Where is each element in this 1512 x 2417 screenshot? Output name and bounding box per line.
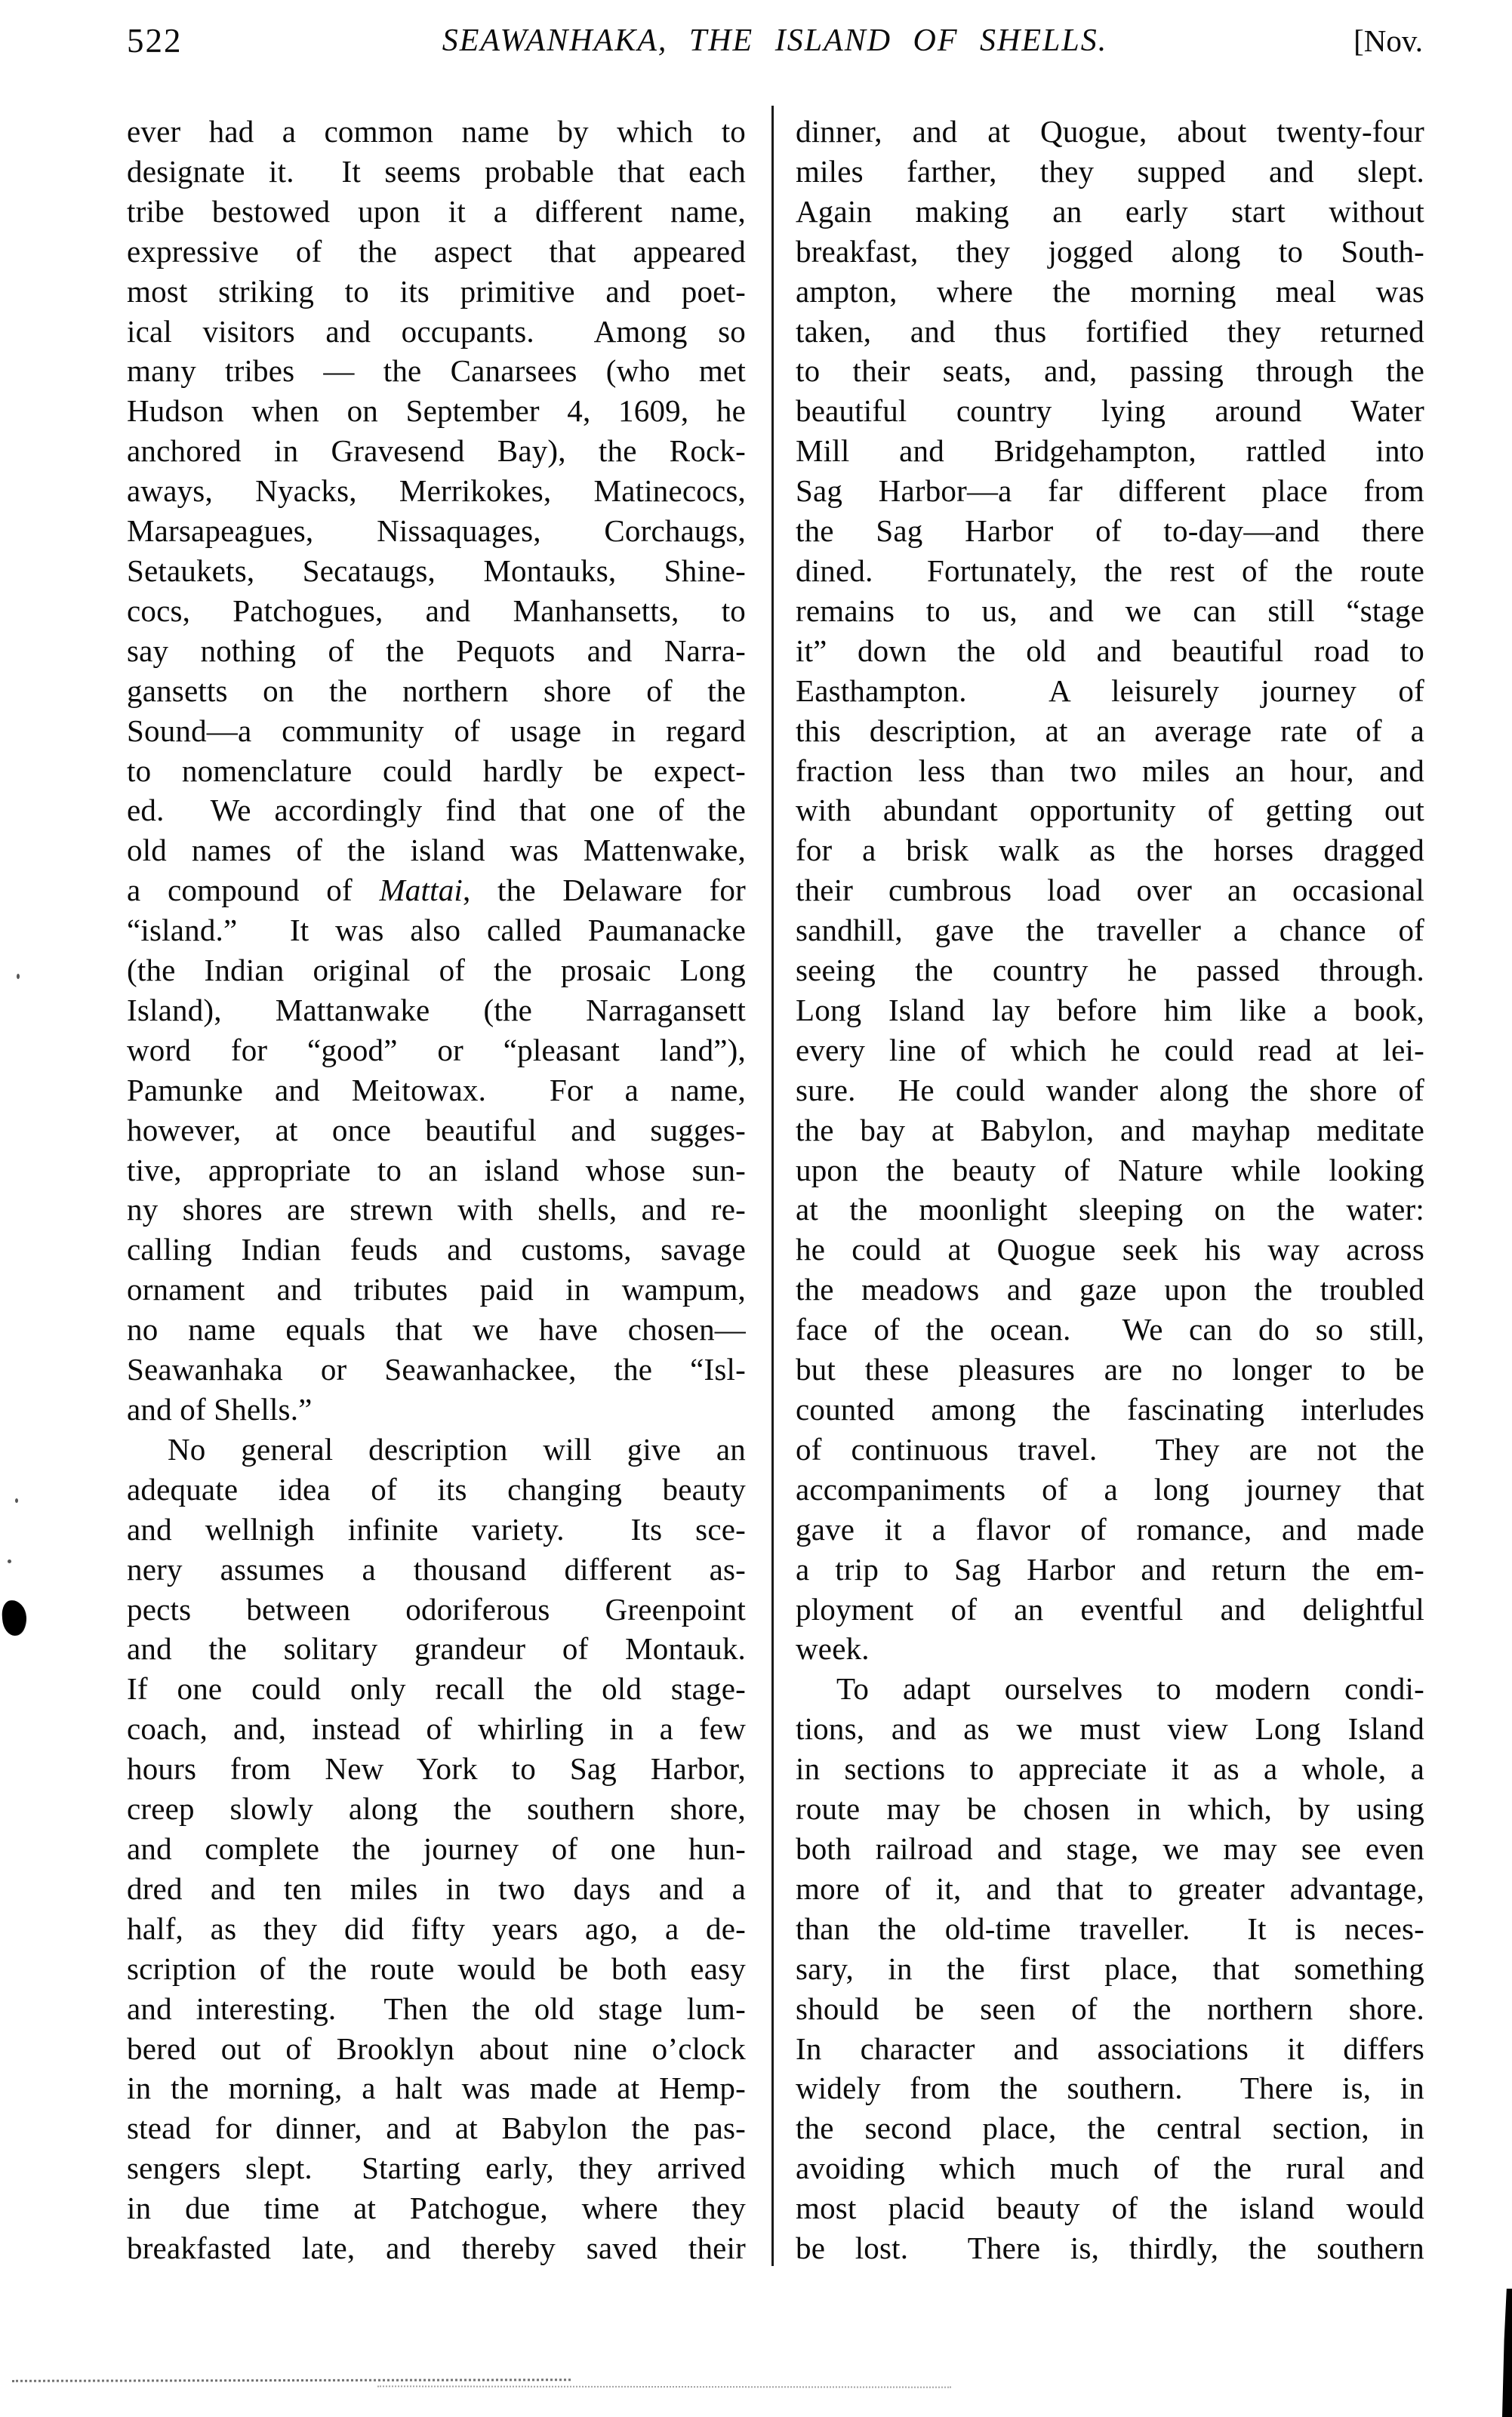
page-edge-shadow xyxy=(1502,2289,1512,2417)
text-line: scription of the route would be both easy xyxy=(127,1951,746,1986)
text-line: Pamunke and Meitowax. For a name, xyxy=(127,1072,746,1107)
scan-noise-line xyxy=(377,2385,951,2388)
text-line: say nothing of the Pequots and Narra- xyxy=(127,633,746,668)
text-line: with abundant opportunity of getting out xyxy=(796,793,1424,828)
text-line: dined. Fortunately, the rest of the route xyxy=(796,553,1424,588)
page-number: 522 xyxy=(127,22,183,60)
text-line: creep slowly along the southern shore, xyxy=(127,1791,746,1827)
scan-noise-line xyxy=(12,2379,571,2382)
text-line: (the Indian original of the prosaic Long xyxy=(127,953,746,988)
text-line: old names of the island was Mattenwake, xyxy=(127,833,746,868)
text-line: Setaukets, Secataugs, Montauks, Shine- xyxy=(127,553,746,588)
text-line: tive, appropriate to an island whose sun- xyxy=(127,1152,746,1187)
text-line: every line of which he could read at lei- xyxy=(796,1032,1424,1067)
text-line: but these pleasures are no longer to be xyxy=(796,1352,1424,1387)
text-line: Seawanhaka or Seawanhackee, the “Isl- xyxy=(127,1352,746,1387)
text-line: many tribes — the Canarsees (who met xyxy=(127,353,746,389)
text-line: bered out of Brooklyn about nine o’clock xyxy=(127,2031,746,2066)
text-line: To adapt ourselves to modern condi- xyxy=(836,1671,1424,1707)
text-line: of continuous travel. They are not the xyxy=(796,1431,1424,1467)
text-line: nery assumes a thousand different as- xyxy=(127,1551,746,1587)
text-line: and of Shells.” xyxy=(127,1392,313,1427)
text-line: Island), Mattanwake (the Narragansett xyxy=(127,992,746,1027)
text-line: pects between odoriferous Greenpoint xyxy=(127,1591,746,1627)
text-line: If one could only recall the old stage- xyxy=(127,1671,746,1707)
scan-speck xyxy=(8,1560,11,1563)
left-text-column xyxy=(127,112,746,2268)
text-line: Sound—a community of usage in regard xyxy=(127,713,746,748)
issue-month: [Nov. xyxy=(1353,23,1423,58)
text-line: and interesting. Then the old stage lum- xyxy=(127,1991,746,2026)
text-line: tribe bestowed upon it a different name, xyxy=(127,193,746,229)
text-line: No general description will give an xyxy=(168,1431,746,1467)
text-line: upon the beauty of Nature while looking xyxy=(796,1152,1424,1187)
text-line: and the solitary grandeur of Montauk. xyxy=(127,1631,746,1667)
text-line: beautiful country lying around Water xyxy=(796,393,1424,429)
text-line: sandhill, gave the traveller a chance of xyxy=(796,913,1424,948)
text-line: should be seen of the northern shore. xyxy=(796,1991,1424,2026)
text-line: than the old-time traveller. It is neces- xyxy=(796,1911,1424,1946)
text-line: this description, at an average rate of a xyxy=(796,713,1424,748)
text-line: the second place, the central section, in xyxy=(796,2111,1424,2146)
text-line: ed. We accordingly find that one of the xyxy=(127,793,746,828)
text-line: their cumbrous load over an occasional xyxy=(796,873,1424,908)
text-line: Hudson when on September 4, 1609, he xyxy=(127,393,746,429)
text-line: breakfasted late, and thereby saved their xyxy=(127,2231,746,2266)
text-line: ever had a common name by which to xyxy=(127,114,746,149)
text-line: Sag Harbor—a far different place from xyxy=(796,473,1424,509)
text-line: route may be chosen in which, by using xyxy=(796,1791,1424,1827)
text-line: fraction less than two miles an hour, and xyxy=(796,753,1424,788)
text-line: more of it, and that to greater advantage, xyxy=(796,1870,1424,1906)
text-line: in due time at Patchogue, where they xyxy=(127,2191,746,2226)
text-line: In character and associations it differs xyxy=(796,2031,1424,2066)
text-line: gave it a flavor of romance, and made xyxy=(796,1511,1424,1547)
text-line: ny shores are strewn with shells, and re- xyxy=(127,1192,746,1227)
text-line: to their seats, and, passing through the xyxy=(796,353,1424,389)
text-line: widely from the southern. There is, in xyxy=(796,2071,1424,2106)
text-line: dinner, and at Quogue, about twenty-four xyxy=(796,114,1424,149)
text-line: ampton, where the morning meal was xyxy=(796,273,1424,309)
text-line: face of the ocean. We can do so still, xyxy=(796,1312,1424,1347)
text-line: adequate idea of its changing beauty xyxy=(127,1471,746,1507)
text-line: half, as they did fifty years ago, a de- xyxy=(127,1911,746,1946)
text-line: anchored in Gravesend Bay), the Rock- xyxy=(127,433,746,469)
text-line: sengers slept. Starting early, they arrived xyxy=(127,2151,746,2186)
right-text-column xyxy=(796,112,1424,2268)
text-line: designate it. It seems probable that each xyxy=(127,153,746,189)
scan-speck xyxy=(17,974,20,979)
text-line: most placid beauty of the island would xyxy=(796,2191,1424,2226)
text-line: a compound of Mattai, the Delaware for xyxy=(127,873,746,908)
text-line: sary, in the first place, that something xyxy=(796,1951,1424,1986)
text-line: avoiding which much of the rural and xyxy=(796,2151,1424,2186)
text-line: calling Indian feuds and customs, savage xyxy=(127,1232,746,1267)
text-line: the meadows and gaze upon the troubled xyxy=(796,1272,1424,1307)
text-line: Long Island lay before him like a book, xyxy=(796,992,1424,1027)
running-title: SEAWANHAKA, THE ISLAND OF SHELLS. xyxy=(442,23,1108,58)
text-line: miles farther, they supped and slept. xyxy=(796,153,1424,189)
text-line: to nomenclature could hardly be expect- xyxy=(127,753,746,788)
text-line: coach, and, instead of whirling in a few xyxy=(127,1711,746,1747)
text-line: however, at once beautiful and sugges- xyxy=(127,1112,746,1147)
text-line: it” down the old and beautiful road to xyxy=(796,633,1424,668)
text-line: tions, and as we must view Long Island xyxy=(796,1711,1424,1747)
text-line: seeing the country he passed through. xyxy=(796,953,1424,988)
text-line: remains to us, and we can still “stage xyxy=(796,593,1424,628)
text-line: ployment of an eventful and delightful xyxy=(796,1591,1424,1627)
text-line: the bay at Babylon, and mayhap meditate xyxy=(796,1112,1424,1147)
text-line: ical visitors and occupants. Among so xyxy=(127,313,746,349)
text-line: and wellnigh infinite variety. Its sce- xyxy=(127,1511,746,1547)
text-line: no name equals that we have chosen— xyxy=(127,1312,746,1347)
text-line: Marsapeagues, Nissaquages, Corchaugs, xyxy=(127,513,746,549)
text-line: stead for dinner, and at Babylon the pas- xyxy=(127,2111,746,2146)
text-line: gansetts on the northern shore of the xyxy=(127,673,746,708)
text-line: be lost. There is, thirdly, the southern xyxy=(796,2231,1424,2266)
column-divider-rule xyxy=(771,106,774,2266)
text-line: and complete the journey of one hun- xyxy=(127,1830,746,1866)
scan-speck xyxy=(15,1498,18,1503)
text-line: for a brisk walk as the horses dragged xyxy=(796,833,1424,868)
page-header xyxy=(127,17,1423,62)
text-line: counted among the fascinating interludes xyxy=(796,1392,1424,1427)
text-line: aways, Nyacks, Merrikokes, Matinecocs, xyxy=(127,473,746,509)
text-line: hours from New York to Sag Harbor, xyxy=(127,1751,746,1787)
text-line: Mill and Bridgehampton, rattled into xyxy=(796,433,1424,469)
text-line: dred and ten miles in two days and a xyxy=(127,1870,746,1906)
text-line: expressive of the aspect that appeared xyxy=(127,233,746,269)
text-line: he could at Quogue seek his way across xyxy=(796,1232,1424,1267)
text-line: ornament and tributes paid in wampum, xyxy=(127,1272,746,1307)
text-line: sure. He could wander along the shore of xyxy=(796,1072,1424,1107)
text-line: Again making an early start without xyxy=(796,193,1424,229)
ink-blot-artifact xyxy=(1,1600,26,1636)
text-line: Easthampton. A leisurely journey of xyxy=(796,673,1424,708)
text-line: week. xyxy=(796,1631,870,1667)
text-line: both railroad and stage, we may see even xyxy=(796,1830,1424,1866)
text-line: in the morning, a halt was made at Hemp- xyxy=(127,2071,746,2106)
text-line: “island.” It was also called Paumanacke xyxy=(127,913,746,948)
text-line: in sections to appreciate it as a whole, a xyxy=(796,1751,1424,1787)
text-line: at the moonlight sleeping on the water: xyxy=(796,1192,1424,1227)
text-line: taken, and thus fortified they returned xyxy=(796,313,1424,349)
text-line: the Sag Harbor of to-day—and there xyxy=(796,513,1424,549)
text-line: most striking to its primitive and poet- xyxy=(127,273,746,309)
text-line: cocs, Patchogues, and Manhansetts, to xyxy=(127,593,746,628)
text-line: breakfast, they jogged along to South- xyxy=(796,233,1424,269)
text-line: word for “good” or “pleasant land”), xyxy=(127,1032,746,1067)
text-line: accompaniments of a long journey that xyxy=(796,1471,1424,1507)
text-line: a trip to Sag Harbor and return the em- xyxy=(796,1551,1424,1587)
